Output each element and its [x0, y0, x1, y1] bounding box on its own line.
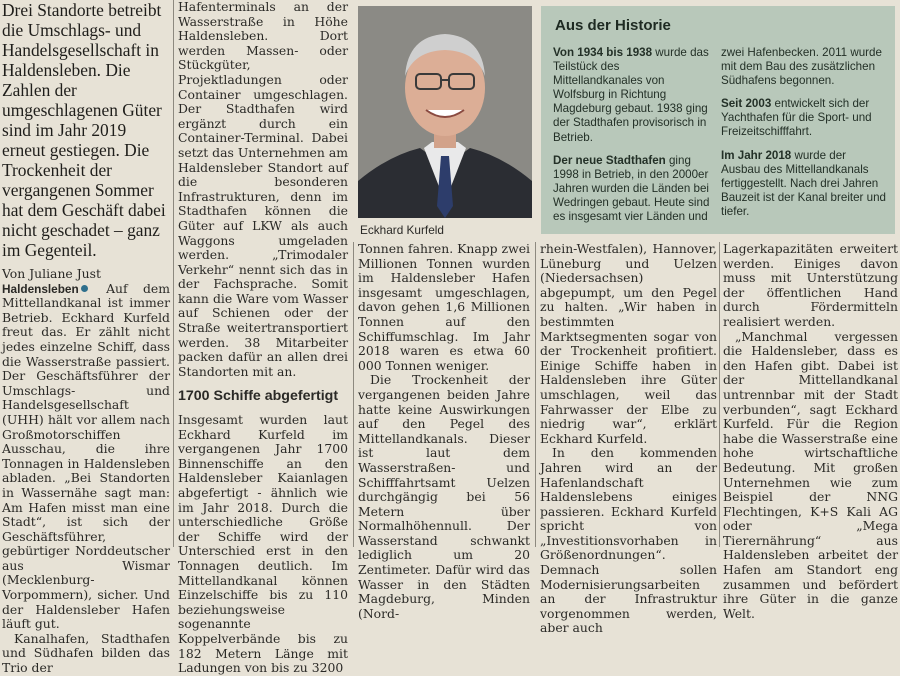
history-entry-text: wurde das Teilstück des Mittellandkanales von Wolfsburg in Richtung Magdeburg gebaut. 1938 ging der Stadthafen provisorisch in Betrieb.: [553, 46, 709, 144]
article-paragraph: „Manchmal vergessen die Haldensleber, dass es den Hafen gibt. Dabei ist der Mittellandkanal untrennbar mit der Stadt verbunden“, sagt Eckhard Kurfeld. Für die Region habe die Wasserstraße eine hohe wirtschaftliche Bedeutung. Mit großen Unternehmen wie zum Beispiel der NNG Flechtingen, K+S Kali AG oder „Mega Tierernährung“ aus Haldensleben arbeitet der Hafen am Standort eng zusammen und befördert ihre Güter in die ganze Welt.: [723, 328, 898, 621]
history-entry-text: ging 1998 in Betrieb, in den 2000er Jahren wurden die Länden bei Wedringen gebaut. Heute sind es insgesamt vier Länden und: [553, 153, 710, 224]
column-divider: [535, 242, 536, 547]
article-column-5: [723, 241, 898, 621]
history-entry-lead: Im Jahr 2018: [721, 148, 792, 162]
article-paragraph: rhein-Westfalen), Hannover, Lüneburg und Uelzen (Niedersachsen) abgepumpt, um den Pegel zu halten. „Wir haben in bestimmten Marktsegmenten sogar von der Trockenheit profitiert. Einige Schiffe haben in Haldensleben ihre Güter umschlagen, weil das Fahrwasser der Elbe zu niedrig war“, erklärt Eckhard Kurfeld.: [540, 241, 717, 446]
history-entry-lead: Von 1934 bis 1938: [553, 46, 653, 59]
article-paragraph: Insgesamt wurden laut Eckhard Kurfeld im vergangenen Jahr 1700 Binnenschiffe an den Haldensleber Kaianlagen abgefertigt - ähnlich wie im Jahr 2018. Durch die unterschiedliche Größe der Schiffe wird der Unterschied erst in den Tonnagen deutlich. Im Mittellandkanal können Einzelschiffe bis zu 110 beziehungsweise sogenannte Koppelverbände bis zu 182 Metern Länge mit Ladungen von bis zu 3200: [178, 412, 348, 676]
article-paragraph: [2, 282, 170, 632]
history-entry: [721, 97, 887, 139]
history-box-title: Aus der Historie: [555, 17, 671, 34]
dateline-dot-icon: [81, 285, 88, 292]
article-column-4: [540, 241, 717, 636]
history-entry: [721, 149, 887, 219]
article-paragraph: Die Trockenheit der vergangenen beiden Jahre hatte keine Auswirkungen auf den Pegel des Mittellandkanals. Dieser ist laut dem Wasserstraßen- und Schifffahrtsamt Uelzen durchgängig bei 56 Metern über Normalhöhennull. Der Wasserstand schwankt lediglich um 20 Zentimeter. Dafür wird das Wasser in den Städten Magdeburg, Minden (Nord-: [358, 372, 530, 621]
history-box: [541, 6, 895, 234]
history-box-column-2: [721, 46, 887, 228]
history-entry: [553, 154, 710, 224]
history-entry: [721, 46, 887, 88]
history-entry-text: zwei Hafenbecken. 2011 wurde mit dem Bau des zusätzlichen Südhafens begonnen.: [721, 46, 882, 88]
column-divider: [173, 0, 174, 547]
history-entry-text: wurde der Ausbau des Mittellandkanals fertiggestellt. Nach drei Jahren Bauzeit ist der Kanal breiter und tiefer.: [721, 148, 886, 218]
column-divider: [353, 242, 354, 547]
portrait-illustration: [358, 6, 532, 218]
column-divider: [719, 242, 720, 547]
article-column-1: [2, 0, 170, 676]
article-paragraph: Lagerkapazitäten erweitert werden. Einiges davon muss mit Unterstützung der öffentlichen Hand durch Fördermitteln realisiert werden.: [723, 241, 898, 329]
article-paragraph: Kanalhafen, Stadthafen und Südhafen bilden das Trio der: [2, 630, 170, 676]
history-box-column-1: [553, 46, 710, 233]
article-paragraph: In den kommenden Jahren wird an der Hafenlandschaft Haldenslebens einiges passieren. Eckhard Kurfeld spricht von „Investitionsvorhaben in Größenordnungen“. Demnach sollen Modernisierungsarbeiten an der Infrastruktur vorgenommen werden, aber auch: [540, 445, 717, 636]
history-entry-text: entwickelt sich der Yachthafen für die Sport- und Freizeitschifffahrt.: [721, 97, 872, 139]
article-column-3: [358, 241, 530, 621]
author-line: Von Juliane Just: [2, 266, 101, 281]
portrait-photo: [358, 6, 532, 218]
paragraph-text: Auf dem Mittellandkanal ist immer Betrieb. Eckhard Kurfeld freut das. Er zählt nicht jedes einzelne Schiff, dass die Wasserstraße passiert. Der Geschäftsführer der Umschlags- und Handelsgesellschaft (UHH) hält vor allem nach Großmotorschiffen Ausschau, die ihre Tonnagen in Haldensleben abladen. „Bei Standorten in Wassernähe sagt man: Am Hafen misst man eine Stadt“, ist sich der Geschäftsführer, gebürtiger Norddeutscher aus Wismar (Mecklenburg-Vorpommern), sicher. Und der Haldensleber Hafen läuft gut.: [2, 280, 170, 632]
history-entry-lead: Der neue Stadthafen: [553, 153, 666, 167]
history-entry: [553, 46, 710, 145]
article-paragraph: Hafenterminals an der Wasserstraße in Höhe Haldensleben. Dort werden Massen- oder Stückgüter, Projektladungen oder Container umgeschlagen. Der Stadthafen wird ergänzt durch ein Container-Terminal. Dabei setzt das Unternehmen am Haldensleber Standort auf die besonderen Infrastrukturen, denn im Stadthafen können die Güter auf LKW als auch Waggons umgeladen werden. „Trimodaler Verkehr“ nennt sich das in der Fachsprache. Somit kann die Ware vom Wasser auf Schienen oder der Straße weitertransportiert werden. 38 Mitarbeiter packen dafür an allen drei Standorten mit an.: [178, 0, 348, 379]
article-paragraph: Tonnen fahren. Knapp zwei Millionen Tonnen wurden im Haldensleber Hafen insgesamt umgeschlagen, davon gehen 1,6 Millionen Tonnen auf den Schiffumschlag. Im Jahr 2018 waren es etwa 60 000 Tonnen weniger.: [358, 241, 530, 373]
article-column-2: [178, 0, 348, 676]
article-lead: Drei Standorte betreibt die Umschlags- und Handelsgesellschaft in Haldensleben. Die Zahlen der umgeschlagenen Güter sind im Jahr 2019 erneut gestiegen. Die Trockenheit der vergangenen Sommer hat dem Geschäft dabei nicht geschadet – ganz im Gegenteil.: [2, 0, 166, 260]
dateline: Haldensleben: [2, 281, 79, 296]
subheading: 1700 Schiffe abgefertigt: [178, 388, 339, 405]
photo-caption: Eckhard Kurfeld: [360, 223, 444, 237]
history-entry-lead: Seit 2003: [721, 97, 772, 111]
